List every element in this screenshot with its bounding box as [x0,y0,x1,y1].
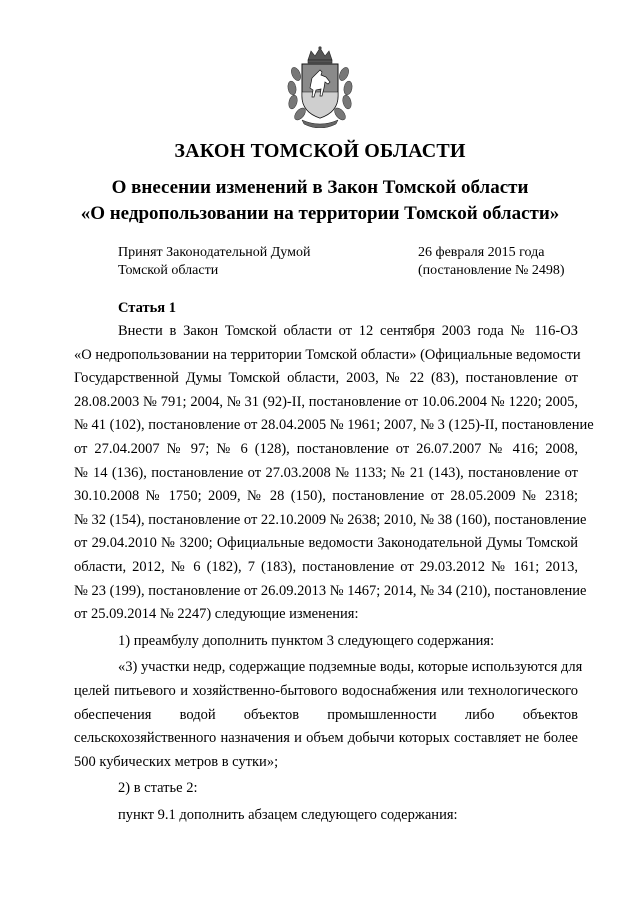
quote-line: сельскохозяйственного назначения и объем добычи которых составляет не более [74,730,578,747]
article-body [74,320,594,827]
tomsk-region-coat-of-arms-icon [284,44,356,128]
resolution-number: (постановление № 2498) [418,263,565,278]
intro-line: области, 2012, № 6 (182), 7 (183), постановление от 29.03.2012 № 161; 2013, [74,558,578,575]
intro-line: от 29.04.2010 № 3200; Официальные ведомости Законодательной Думы Томской [74,535,578,552]
list-item-1: 1) преамбулу дополнить пунктом 3 следующего содержания: [118,632,495,649]
intro-line: от 27.04.2007 № 97; № 6 (128), постановление от 26.07.2007 № 416; 2008, [74,440,578,457]
list-item-2: 2) в статье 2: [118,780,198,797]
law-subtitle-line-2: «О недропользовании на территории Томской области» [80,203,560,224]
intro-line: 28.08.2003 № 791; 2004, № 31 (92)-II, постановление от 10.06.2004 № 1220; 2005, [74,393,578,410]
adoption-date-line: 26 февраля 2015 года [418,245,545,260]
law-title: ЗАКОН ТОМСКОЙ ОБЛАСТИ [174,140,466,162]
intro-line: 30.10.2008 № 1750; 2009, № 28 (150), постановление от 28.05.2009 № 2318; [74,488,578,505]
adoption-authority-line-2: Томской области [118,263,219,278]
law-subtitle-line-1: О внесении изменений в Закон Томской области [111,177,529,198]
quote-line: 500 кубических метров в сутки»; [74,753,279,770]
intro-line: № 23 (199), постановление от 26.09.2013 № 1467; 2014, № 34 (210), постановление [74,582,587,599]
adoption-authority [118,244,310,280]
quote-line: «3) участки недр, содержащие подземные воды, которые используются для [118,659,583,676]
intro-paragraph [74,320,594,627]
list-item-2-subitem: пункт 9.1 дополнить абзацем следующего содержания: [118,806,458,823]
intro-line: № 32 (154), постановление от 22.10.2009 № 2638; 2010, № 38 (160), постановление [74,511,587,528]
quote-line: обеспечения водой объектов промышленности либо объектов [74,706,578,723]
article-heading: Статья 1 [118,300,176,316]
quote-line: целей питьевого и хозяйственно-бытового водоснабжения или технологического [74,682,578,699]
intro-line: № 41 (102), постановление от 28.04.2005 № 1961; 2007, № 3 (125)-II, постановление [74,417,594,434]
intro-line: Внести в Закон Томской области от 12 сентября 2003 года № 116-ОЗ [118,323,578,339]
intro-line: № 14 (136), постановление от 27.03.2008 № 1133; № 21 (143), постановление от [74,464,578,481]
quote-paragraph [74,656,583,774]
adoption-date [418,244,565,280]
adoption-authority-line-1: Принят Законодательной Думой [118,245,311,260]
intro-line: Государственной Думы Томской области, 2003, № 22 (83), постановление от [74,370,578,387]
intro-line: от 25.09.2014 № 2247) следующие изменения: [74,606,359,623]
intro-line: «О недропользовании на территории Томской области» (Официальные ведомости [74,346,581,363]
